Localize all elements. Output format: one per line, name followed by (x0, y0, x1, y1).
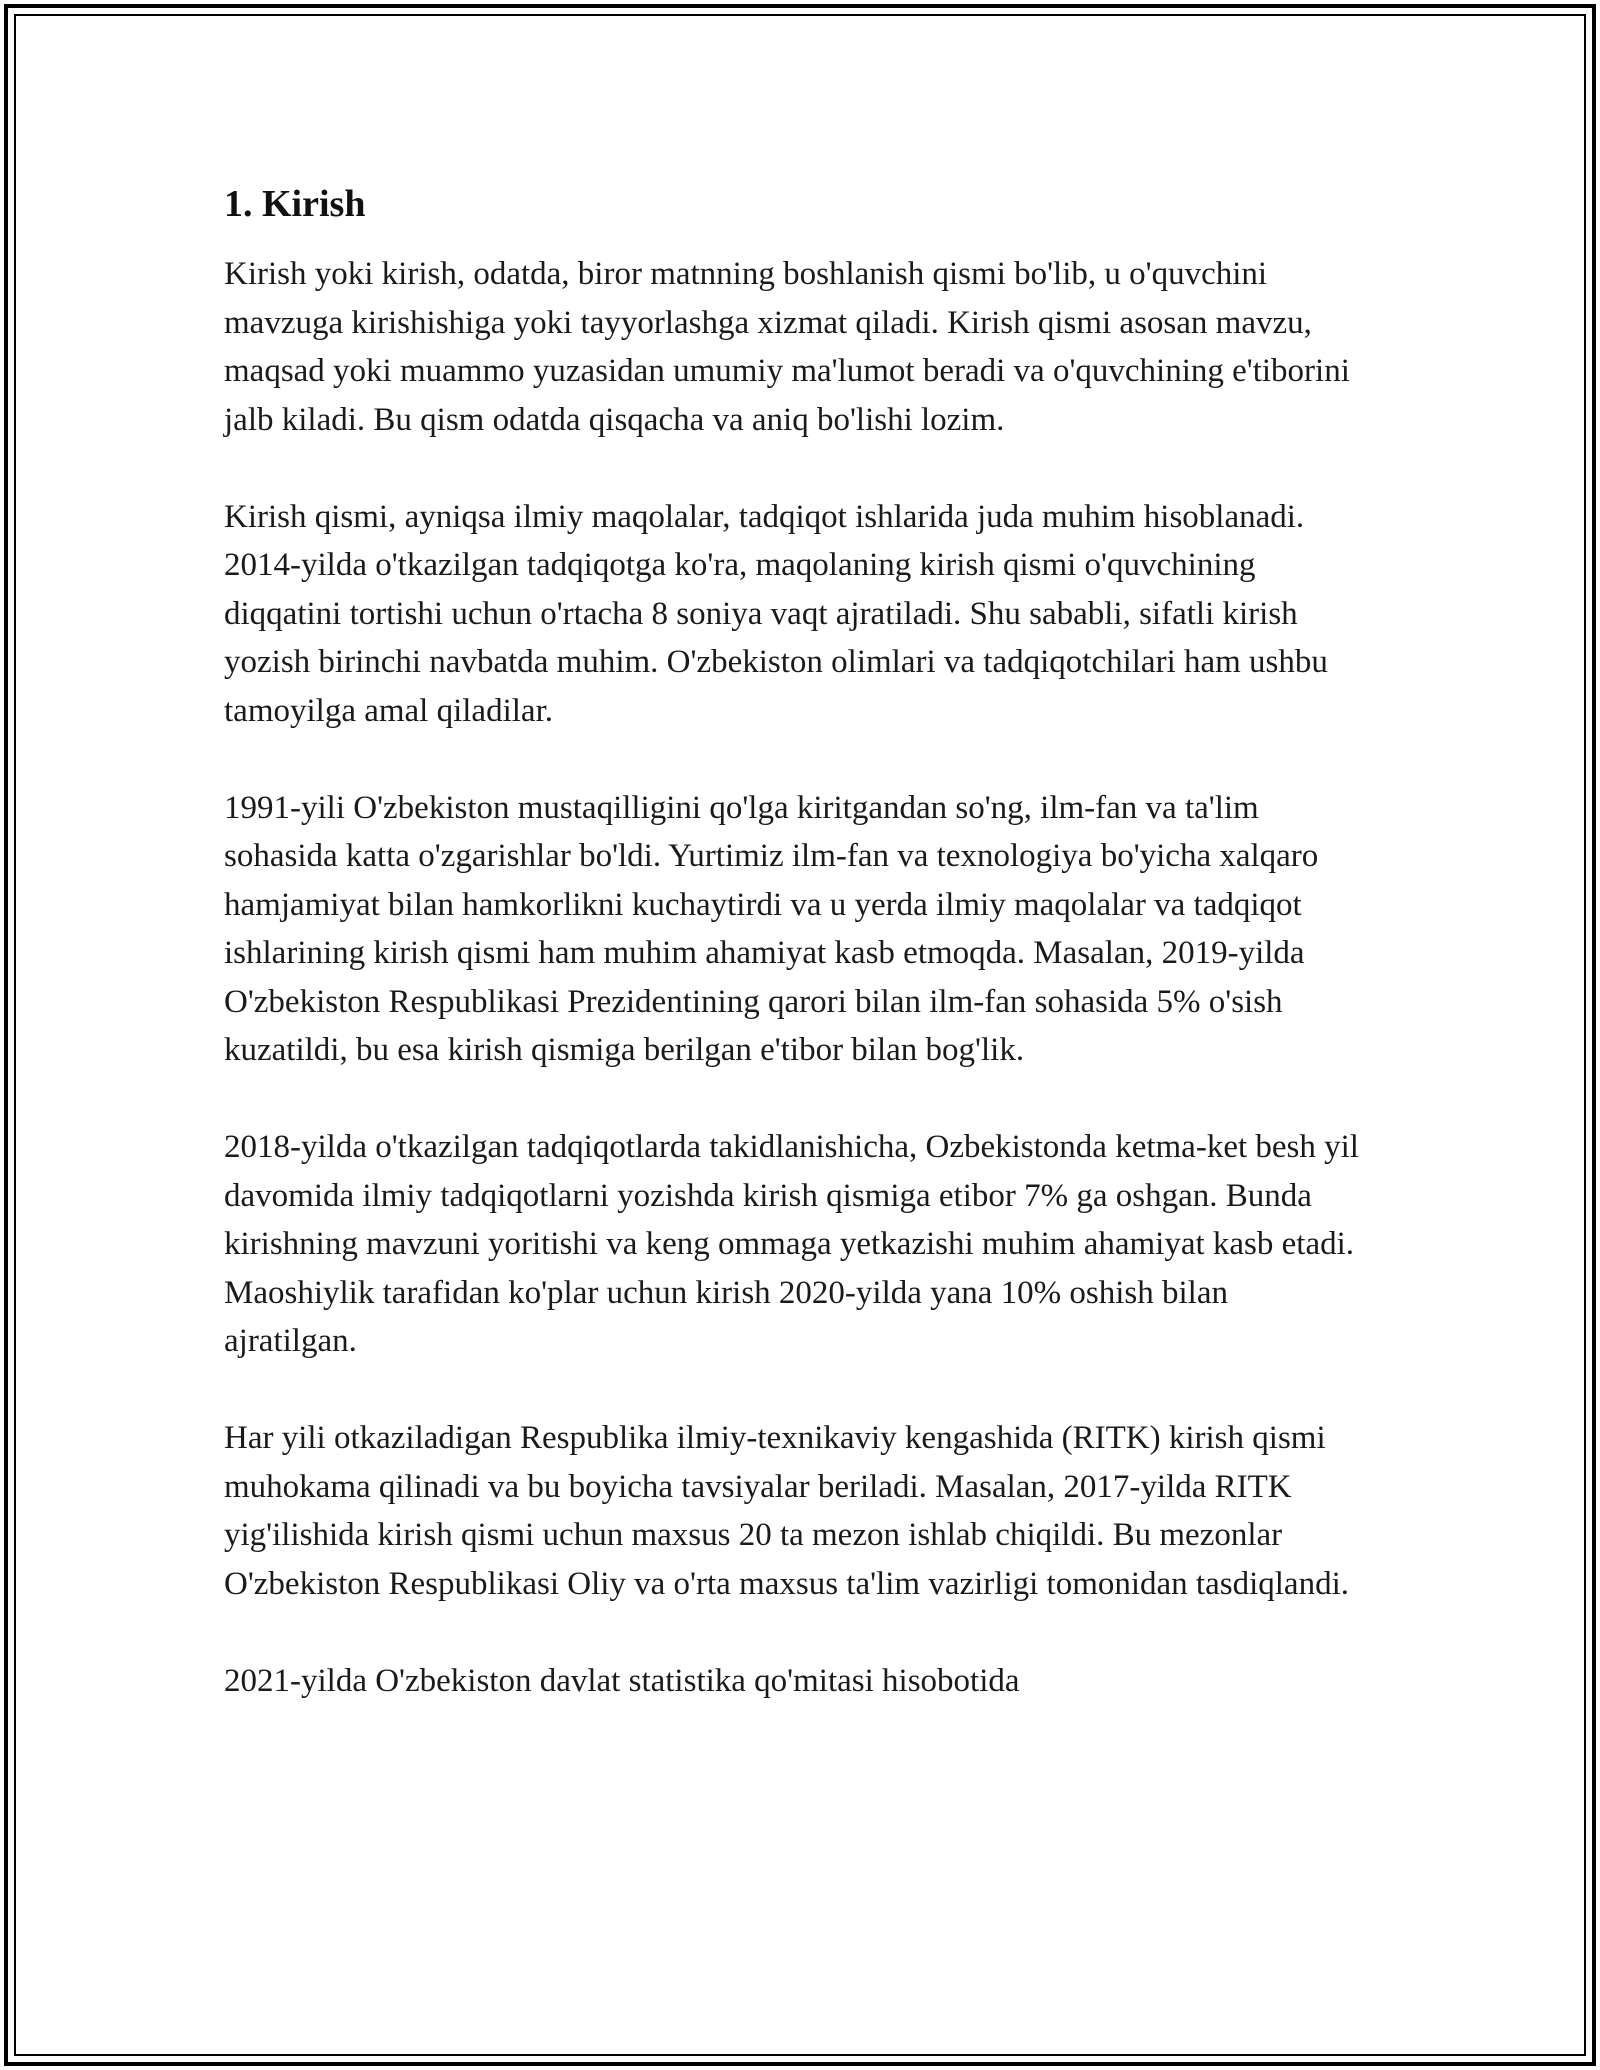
document-body (224, 180, 1364, 1705)
paragraph-3: 1991-yili O'zbekiston mustaqilligini qo'lga kiritgandan so'ng, ilm-fan va ta'lim sohasida katta o'zgarishlar bo'ldi. Yurtimiz ilm-fan va texnologiya bo'yicha xalqaro hamjamiyat bilan hamkorlikni kuchaytirdi va u yerda ilmiy maqolalar va tadqiqot ishlarining kirish qismi ham muhim ahamiyat kasb etmoqda. Masalan, 2019-yilda O'zbekiston Respublikasi Prezidentining qarori bilan ilm-fan sohasida 5% o'sish kuzatildi, bu esa kirish qismiga berilgan e'tibor bilan bog'lik. (224, 789, 1319, 1068)
paragraph-5: Har yili otkaziladigan Respublika ilmiy-texnikaviy kengashida (RITK) kirish qismi muhokama qilinadi va bu boyicha tavsiyalar beriladi. Masalan, 2017-yilda RITK yig'ilishida kirish qismi uchun maxsus 20 ta mezon ishlab chiqildi. Bu mezonlar O'zbekiston Respublikasi Oliy va o'rta maxsus ta'lim vazirligi tomonidan tasdiqlandi. (224, 1420, 1349, 1602)
paragraph-4: 2018-yilda o'tkazilgan tadqiqotlarda takidlanishicha, Ozbekistonda ketma-ket besh yil davomida ilmiy tadqiqotlarni yozishda kirish qismiga etibor 7% ga oshgan. Bunda kirishning mavzuni yoritishi va keng ommaga yetkazishi muhim ahamiyat kasb etadi. Maoshiylik tarafidan ko'plar uchun kirish 2020-yilda yana 10% oshish bilan ajratilgan. (224, 1129, 1359, 1359)
paragraph-2: Kirish qismi, ayniqsa ilmiy maqolalar, tadqiqot ishlarida juda muhim hisoblanadi. 2014-yilda o'tkazilgan tadqiqotga ko'ra, maqolaning kirish qismi o'quvchining diqqatini tortishi uchun o'rtacha 8 soniya vaqt ajratiladi. Shu sababli, sifatli kirish yozish birinchi navbatda muhim. O'zbekiston olimlari va tadqiqotchilari ham ushbu tamoyilga amal qiladilar. (224, 498, 1328, 729)
paragraph-1: Kirish yoki kirish, odatda, biror matnning boshlanish qismi bo'lib, u o'quvchini mavzuga kirishishiga yoki tayyorlashga xizmat qiladi. Kirish qismi asosan mavzu, maqsad yoki muammo yuzasidan umumiy ma'lumot beradi va o'quvchining e'tiborini jalb kiladi. Bu qism odatda qisqacha va aniq bo'lishi lozim. (224, 256, 1350, 438)
paragraph-6: 2021-yilda O'zbekiston davlat statistika qo'mitasi hisobotida (224, 1662, 1020, 1699)
section-heading: 1. Kirish (224, 183, 366, 225)
